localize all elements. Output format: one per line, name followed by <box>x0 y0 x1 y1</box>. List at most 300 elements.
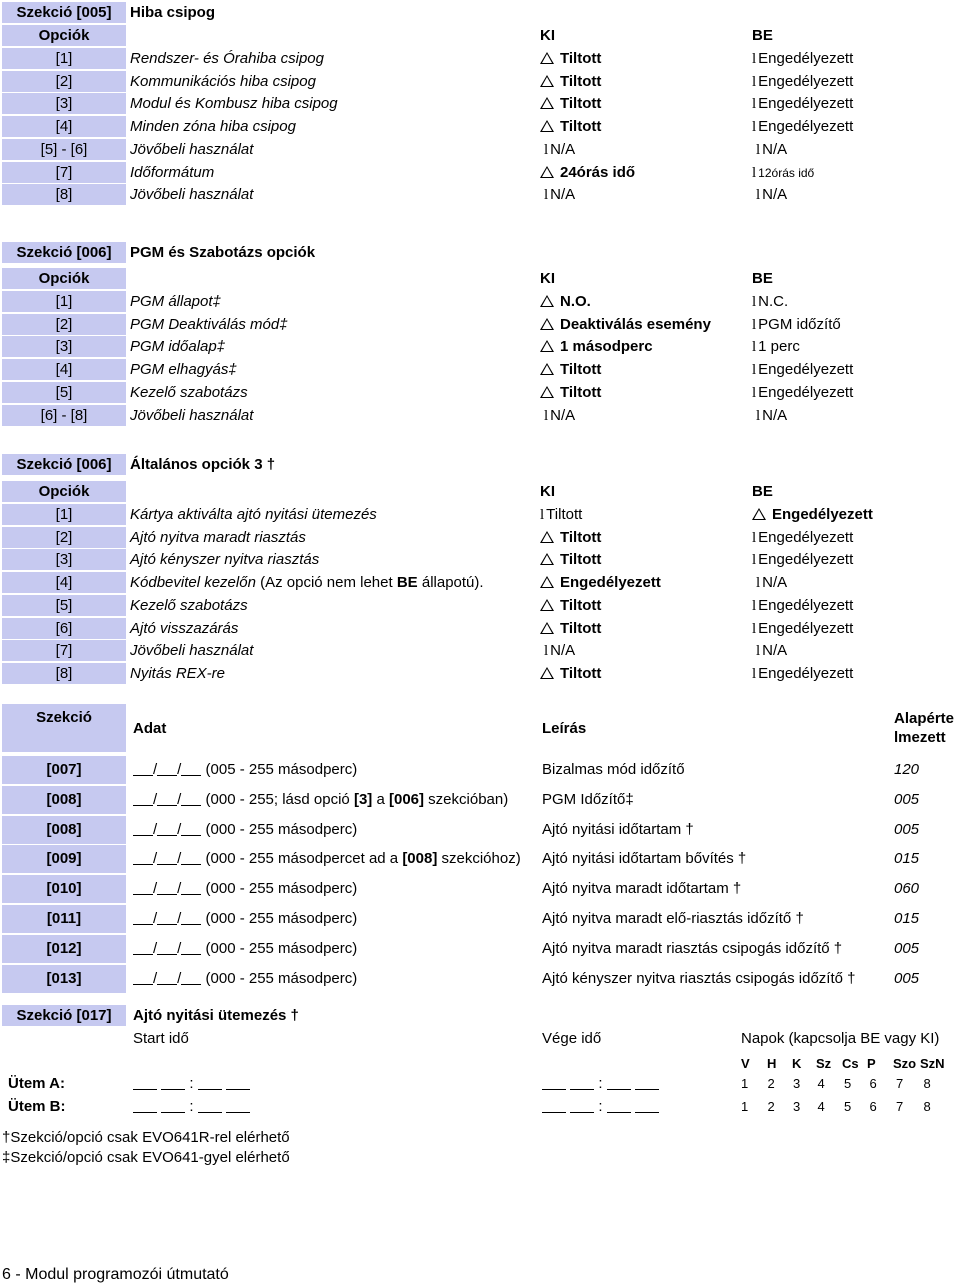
option-number: [6] <box>2 618 126 639</box>
section-title: PGM és Szabotázs opciók <box>130 244 316 261</box>
day-header: Szo <box>893 1056 917 1071</box>
option-number: [8] <box>2 184 126 205</box>
ki-value <box>540 336 653 357</box>
triangle-icon <box>540 622 554 634</box>
value-text: Engedélyezett <box>758 72 854 90</box>
day-toggle[interactable]: 5 <box>844 1099 852 1114</box>
value-text: Deaktiválás esemény <box>560 315 711 333</box>
box-icon: l <box>752 552 757 569</box>
data-section-number: [012] <box>2 935 126 963</box>
value-text: Engedélyezett <box>758 664 854 682</box>
days-label: Napok (kapcsolja BE vagy KI) <box>741 1030 940 1047</box>
be-value <box>752 504 873 525</box>
option-description: PGM Deaktiválás mód‡ <box>130 315 288 333</box>
day-toggle[interactable]: 1 <box>741 1076 749 1091</box>
data-section-number: [008] <box>2 816 126 844</box>
desc-part: BE <box>396 574 418 592</box>
day-toggle[interactable]: 6 <box>869 1099 877 1114</box>
value-text: Engedélyezett <box>758 619 854 637</box>
day-toggle[interactable]: 8 <box>923 1099 931 1114</box>
option-row <box>0 291 960 313</box>
data-description: Ajtó nyitási időtartam bővítés † <box>542 850 747 868</box>
ki-value <box>540 527 601 548</box>
header-adat: Adat <box>133 720 167 737</box>
ki-value <box>544 139 575 161</box>
triangle-icon <box>540 97 554 109</box>
entry-blanks[interactable]: / / <box>133 970 206 987</box>
option-description: Jövőbeli használat <box>130 186 254 204</box>
option-number: [1] <box>2 48 126 69</box>
time-colon: : <box>189 1075 194 1092</box>
entry-blanks[interactable]: / / <box>133 940 206 957</box>
option-number: [8] <box>2 663 126 684</box>
data-default: 120 <box>894 761 920 778</box>
option-description: Modul és Kombusz hiba csipog <box>130 95 338 113</box>
data-default: 005 <box>894 790 920 808</box>
option-row <box>0 93 960 115</box>
entry-range: (000 - 255 másodperc) <box>205 820 358 838</box>
data-section-number: [010] <box>2 875 126 903</box>
value-text: N/A <box>550 642 576 660</box>
ki-value <box>540 291 591 312</box>
option-number: [7] <box>2 162 126 183</box>
option-number: [4] <box>2 572 126 593</box>
time-colon: : <box>189 1098 194 1115</box>
be-value <box>752 314 841 336</box>
box-icon: l <box>756 141 761 158</box>
be-value <box>752 336 800 358</box>
option-description: Ajtó nyitva maradt riasztás <box>130 528 306 546</box>
option-description: Ajtó kényszer nyitva riasztás <box>130 551 320 569</box>
ki-value <box>540 663 601 684</box>
data-description: Bizalmas mód időzítő <box>542 761 685 778</box>
value-text: Engedélyezett <box>758 50 854 67</box>
option-row <box>0 595 960 617</box>
option-number: [4] <box>2 116 126 137</box>
triangle-icon <box>752 508 766 520</box>
triangle-icon <box>540 166 554 178</box>
end-time-input[interactable] <box>542 1096 659 1117</box>
value-text: Tiltott <box>560 50 602 67</box>
day-header: V <box>741 1056 750 1071</box>
option-description: PGM állapot‡ <box>130 293 221 310</box>
option-description: Kommunikációs hiba csipog <box>130 72 316 90</box>
box-icon: l <box>752 96 757 113</box>
box-icon: l <box>752 339 757 356</box>
option-number: [3] <box>2 549 126 570</box>
header-default-2: lmezett <box>894 729 946 746</box>
option-description: Jövőbeli használat <box>130 642 254 660</box>
box-icon: l <box>752 73 757 90</box>
data-row <box>0 816 960 846</box>
day-header: H <box>767 1056 777 1071</box>
ki-value <box>540 93 601 114</box>
day-toggle[interactable]: 1 <box>741 1099 749 1114</box>
value-text: N/A <box>550 406 576 424</box>
footnote-dagger: †Szekció/opció csak EVO641R-rel elérhető <box>2 1129 290 1146</box>
day-header: SzN <box>920 1056 945 1071</box>
value-text: Engedélyezett <box>560 574 661 592</box>
be-header: BE <box>752 270 773 287</box>
day-toggle[interactable]: 2 <box>767 1076 775 1091</box>
box-icon: l <box>752 665 757 682</box>
option-number: [6] - [8] <box>2 405 126 426</box>
box-icon: l <box>752 362 757 379</box>
start-time-input[interactable] <box>133 1073 250 1094</box>
entry-range: szekcióhoz) <box>437 850 521 868</box>
data-entry <box>133 875 357 903</box>
option-description: PGM elhagyás‡ <box>130 361 237 379</box>
box-icon: l <box>752 384 757 401</box>
be-value <box>756 640 787 662</box>
data-description: Ajtó nyitva maradt elő-riasztás időzítő † <box>542 910 804 927</box>
header-default-1: Alapérte <box>894 710 955 727</box>
value-text: N/A <box>762 140 788 158</box>
option-number: [7] <box>2 640 126 661</box>
ki-value <box>540 116 601 137</box>
triangle-icon <box>540 318 554 330</box>
ki-value <box>540 618 601 639</box>
ki-header: KI <box>540 27 555 44</box>
data-row <box>0 845 960 875</box>
option-row <box>0 184 960 206</box>
triangle-icon <box>540 295 554 307</box>
option-number: [3] <box>2 93 126 114</box>
data-entry <box>133 905 357 933</box>
data-description: Ajtó nyitva maradt időtartam † <box>542 880 742 898</box>
entry-range: (005 - 255 másodperc) <box>205 761 358 778</box>
value-text: Tiltott <box>560 551 602 569</box>
day-toggle[interactable]: 8 <box>923 1076 931 1091</box>
section-title: Hiba csipog <box>130 4 216 21</box>
be-value <box>752 595 853 617</box>
option-row <box>0 359 960 381</box>
section-title: Ajtó nyitási ütemezés † <box>133 1007 299 1024</box>
data-default: 015 <box>894 850 920 868</box>
data-row <box>0 875 960 905</box>
option-row <box>0 504 960 526</box>
value-text: 1 perc <box>758 338 800 356</box>
option-number: [5] - [6] <box>2 139 126 160</box>
end-label: Vége idő <box>542 1030 602 1047</box>
data-section-number: [008] <box>2 786 126 814</box>
data-default: 005 <box>894 820 920 838</box>
be-value <box>752 359 853 381</box>
footnote-double-dagger: ‡Szekció/opció csak EVO641-gyel elérhető <box>2 1149 290 1166</box>
data-entry <box>133 845 521 873</box>
value-text: Tiltott <box>560 596 602 614</box>
option-number: [1] <box>2 291 126 312</box>
triangle-icon <box>540 553 554 565</box>
box-icon: l <box>752 529 757 546</box>
be-value <box>756 405 787 427</box>
option-description: PGM időalap‡ <box>130 338 226 356</box>
option-description: Ajtó visszazárás <box>130 619 239 637</box>
triangle-icon <box>540 531 554 543</box>
option-row <box>0 527 960 549</box>
option-description: Nyitás REX-re <box>130 664 226 682</box>
option-description: Jövőbeli használat <box>130 140 254 158</box>
entry-range: szekcióban) <box>424 790 509 808</box>
entry-blanks[interactable]: / / <box>133 850 206 867</box>
end-time-input[interactable] <box>542 1073 659 1094</box>
be-value <box>752 93 853 115</box>
value-text: Engedélyezett <box>758 118 854 136</box>
be-value <box>752 663 853 685</box>
desc-part: (Az opció nem lehet <box>260 574 397 592</box>
start-label: Start idő <box>133 1030 189 1047</box>
triangle-icon <box>540 386 554 398</box>
day-toggle[interactable]: 7 <box>896 1076 904 1091</box>
value-text: N/A <box>550 186 576 204</box>
option-number: [3] <box>2 336 126 357</box>
day-toggle[interactable]: 7 <box>896 1099 904 1114</box>
box-icon: l <box>544 407 549 424</box>
data-description: Ajtó nyitva maradt riasztás csipogás időzítő † <box>542 939 843 957</box>
header-sekcio: Szekció <box>36 709 92 726</box>
be-value <box>752 382 853 404</box>
be-value <box>756 184 787 206</box>
option-number: [2] <box>2 527 126 548</box>
be-value <box>752 618 853 640</box>
section-header: Szekció [006] <box>2 242 126 263</box>
option-description: Kezelő szabotázs <box>130 596 248 614</box>
entry-blanks[interactable]: / / <box>133 880 206 897</box>
data-section-number: [011] <box>2 905 126 933</box>
ki-value <box>544 184 575 206</box>
data-entry <box>133 756 357 784</box>
triangle-icon <box>540 340 554 352</box>
entry-blanks[interactable]: / / <box>133 761 206 778</box>
day-header: Sz <box>816 1056 832 1071</box>
value-text: 24órás idő <box>560 163 636 181</box>
value-text: N/A <box>762 642 788 660</box>
be-value <box>752 291 788 313</box>
desc-part: Kódbevitel kezelőn <box>130 574 256 592</box>
data-section-number: [009] <box>2 845 126 873</box>
option-row <box>0 48 960 70</box>
be-value <box>752 71 853 93</box>
section-title: Általános opciók 3 † <box>130 456 276 473</box>
box-icon: l <box>752 597 757 614</box>
start-time-input[interactable] <box>133 1096 250 1117</box>
option-row <box>0 162 960 184</box>
option-number: [2] <box>2 71 126 92</box>
option-description <box>130 572 484 593</box>
box-icon: l <box>756 187 761 204</box>
ki-value <box>540 314 711 335</box>
option-row <box>0 572 960 594</box>
box-icon: l <box>544 643 549 660</box>
be-value <box>752 116 853 138</box>
ki-value <box>540 71 601 92</box>
ki-value <box>544 405 575 427</box>
ki-value <box>540 595 601 616</box>
ki-value <box>540 382 601 403</box>
triangle-icon <box>540 667 554 679</box>
option-row <box>0 336 960 358</box>
value-text: N/A <box>762 186 788 204</box>
entry-range: (000 - 255; lásd opció <box>205 790 354 808</box>
box-icon: l <box>752 51 757 67</box>
triangle-icon <box>540 599 554 611</box>
section-header: Szekció [006] <box>2 454 126 475</box>
option-number: [5] <box>2 382 126 403</box>
day-header: P <box>867 1056 876 1071</box>
ki-header: KI <box>540 270 555 287</box>
day-toggle[interactable]: 4 <box>817 1099 825 1114</box>
value-text: N/A <box>762 406 788 424</box>
box-icon: l <box>544 187 549 204</box>
day-toggle[interactable]: 2 <box>767 1099 775 1114</box>
data-default: 015 <box>894 910 920 927</box>
option-row <box>0 139 960 161</box>
option-number: [4] <box>2 359 126 380</box>
ki-value <box>540 549 601 570</box>
value-text: Tiltott <box>560 95 602 113</box>
section-header: Szekció [005] <box>2 2 126 23</box>
box-icon: l <box>752 119 757 136</box>
box-icon: l <box>544 141 549 158</box>
triangle-icon <box>540 576 554 588</box>
option-row <box>0 640 960 662</box>
option-row <box>0 405 960 427</box>
value-text: 12órás idő <box>758 165 815 180</box>
box-icon: l <box>752 316 757 333</box>
triangle-icon <box>540 363 554 375</box>
be-value <box>752 549 853 571</box>
data-row <box>0 935 960 965</box>
option-description: Rendszer- és Órahiba csipog <box>130 50 324 67</box>
entry-range: [006] <box>388 790 425 808</box>
option-row <box>0 116 960 138</box>
be-value <box>756 572 787 594</box>
entry-blanks[interactable]: / / <box>133 910 206 927</box>
option-description: Kártya aktiválta ajtó nyitási ütemezés <box>130 506 377 523</box>
be-header: BE <box>752 27 773 44</box>
box-icon: l <box>540 507 545 523</box>
day-toggle[interactable]: 3 <box>793 1076 801 1091</box>
be-value <box>752 48 853 70</box>
value-text: N/A <box>762 574 788 592</box>
entry-range: (000 - 255 másodperc) <box>205 910 358 927</box>
value-text: 1 másodperc <box>560 338 653 356</box>
data-row <box>0 905 960 935</box>
entry-range: [008] <box>402 850 438 868</box>
entry-range: [3] <box>353 790 373 808</box>
box-icon: l <box>752 620 757 637</box>
option-description: Időformátum <box>130 163 215 181</box>
option-description: Kezelő szabotázs <box>130 383 248 401</box>
time-colon: : <box>598 1098 603 1115</box>
value-text: Tiltott <box>560 118 602 136</box>
entry-blanks[interactable]: / / <box>133 791 206 808</box>
data-description: Ajtó nyitási időtartam † <box>542 820 694 838</box>
box-icon: l <box>756 575 761 592</box>
be-header: BE <box>752 483 773 500</box>
triangle-icon <box>540 52 554 64</box>
value-text: N.O. <box>560 293 591 310</box>
value-text: Engedélyezett <box>758 361 854 379</box>
box-icon: l <box>752 294 757 310</box>
box-icon: l <box>752 164 757 181</box>
entry-range: a <box>372 790 389 808</box>
ki-value <box>544 640 575 662</box>
section-header: Szekció [017] <box>2 1005 126 1026</box>
option-row <box>0 71 960 93</box>
value-text: Tiltott <box>560 528 602 546</box>
day-toggle[interactable]: 3 <box>793 1099 801 1114</box>
data-entry <box>133 786 508 814</box>
option-number: [5] <box>2 595 126 616</box>
ki-value <box>540 504 582 526</box>
row-a-label: Ütem A: <box>8 1075 65 1092</box>
ki-value <box>540 48 601 69</box>
data-entry <box>133 816 357 844</box>
time-colon: : <box>598 1075 603 1092</box>
ki-value <box>540 162 635 183</box>
options-label: Opciók <box>2 481 126 502</box>
day-toggle[interactable]: 6 <box>869 1076 877 1091</box>
data-default: 005 <box>894 969 920 987</box>
value-text: Engedélyezett <box>758 95 854 113</box>
be-value <box>756 139 787 161</box>
option-row <box>0 663 960 685</box>
triangle-icon <box>540 75 554 87</box>
day-toggle[interactable]: 5 <box>844 1076 852 1091</box>
data-row <box>0 965 960 995</box>
ki-header: KI <box>540 483 555 500</box>
data-row <box>0 786 960 816</box>
options-label: Opciók <box>2 25 126 46</box>
data-entry <box>133 965 357 993</box>
day-header: Cs <box>842 1056 859 1071</box>
data-description: PGM Időzítő‡ <box>542 790 634 808</box>
entry-range: (000 - 255 másodperc) <box>205 880 358 898</box>
page-footer: 6 - Modul programozói útmutató <box>2 1266 229 1283</box>
ki-value <box>540 359 601 380</box>
value-text: N/A <box>550 140 576 158</box>
value-text: Tiltott <box>560 383 602 401</box>
day-toggle[interactable]: 4 <box>817 1076 825 1091</box>
option-description: Minden zóna hiba csipog <box>130 118 296 136</box>
value-text: Engedélyezett <box>758 551 854 569</box>
option-row <box>0 618 960 640</box>
entry-blanks[interactable]: / / <box>133 821 206 838</box>
value-text: Engedélyezett <box>758 383 854 401</box>
be-value <box>752 527 853 549</box>
value-text: Tiltott <box>560 72 602 90</box>
desc-part: állapotú). <box>417 574 484 592</box>
option-row <box>0 382 960 404</box>
entry-range: (000 - 255 másodperc) <box>205 939 358 957</box>
box-icon: l <box>756 643 761 660</box>
entry-range: (000 - 255 másodperc) <box>205 969 358 987</box>
be-value <box>752 162 814 184</box>
data-default: 005 <box>894 939 920 957</box>
data-section-number: [013] <box>2 965 126 993</box>
option-number: [1] <box>2 504 126 525</box>
data-default: 060 <box>894 880 920 898</box>
value-text: Tiltott <box>560 664 602 682</box>
option-description: Jövőbeli használat <box>130 406 254 424</box>
data-description: Ajtó kényszer nyitva riasztás csipogás időzítő † <box>542 969 856 987</box>
triangle-icon <box>540 120 554 132</box>
header-leiras: Leírás <box>542 720 587 737</box>
day-header: K <box>792 1056 802 1071</box>
entry-range: (000 - 255 másodpercet ad a <box>205 850 403 868</box>
option-row <box>0 549 960 571</box>
